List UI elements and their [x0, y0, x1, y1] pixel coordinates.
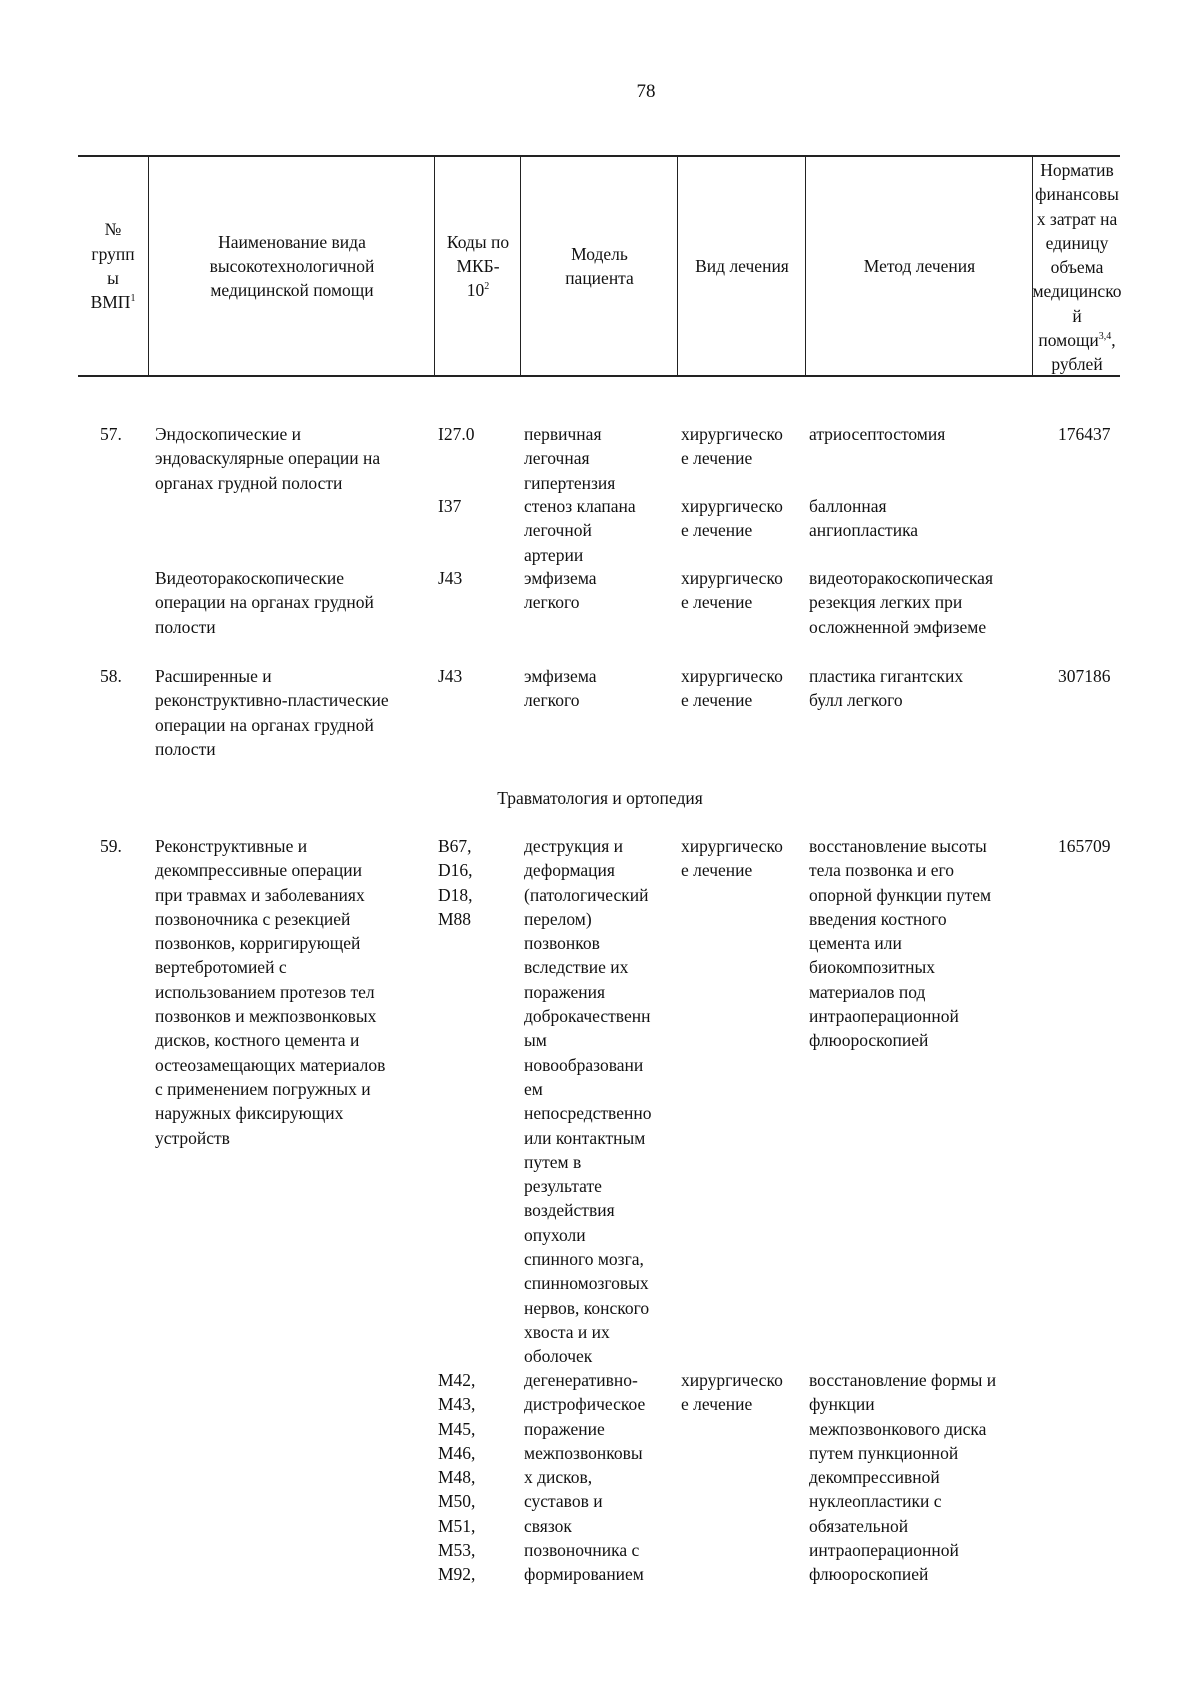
page-number: 78: [636, 81, 656, 102]
row-patient: дегенеративно- дистрофическое поражение межпозвонковы х дисков, суставов и связок позвоночника с формированием: [524, 1370, 646, 1585]
row-number: 57.: [100, 424, 122, 444]
row-treatment-type: хирургическо е лечение: [681, 496, 783, 541]
row-method: атриосептостомия: [809, 424, 946, 444]
row-norm: 176437: [1058, 424, 1111, 444]
row-icd: I27.0: [438, 424, 475, 444]
row-patient: эмфизема легкого: [524, 568, 597, 613]
row-name: Видеоторакоскопические операции на органах грудной полости: [155, 568, 374, 637]
row-patient: первичная легочная гипертензия: [524, 424, 616, 493]
row-icd: J43: [438, 666, 463, 686]
row-treatment-type: хирургическо е лечение: [681, 568, 783, 613]
header-name: Наименование вида высокотехнологичной медицинской помощи: [209, 231, 375, 301]
row-name: Реконструктивные и декомпрессивные операции при травмах и заболеваниях позвоночника с резекцией позвонков, корригирующей вертебротомией с использованием протезов тел позвонков и межпозвонковых дисков, костного цемента и остеозамещающих материалов с применением погружных и наружных фиксирующих устройств: [155, 836, 386, 1148]
row-method: пластика гигантских булл легкого: [809, 666, 964, 711]
row-number: 59.: [100, 836, 122, 856]
row-icd: I37: [438, 496, 462, 516]
row-icd: J43: [438, 568, 463, 588]
header-treatment-type: Вид лечения: [695, 255, 789, 276]
row-icd: M42, M43, M45, M46, M48, M50, M51, M53, M92,: [438, 1370, 476, 1585]
row-name: Расширенные и реконструктивно-пластические операции на органах грудной полости: [155, 666, 389, 759]
section-title: Травматология и ортопедия: [497, 788, 703, 808]
header-method: Метод лечения: [863, 255, 976, 276]
row-method: баллонная ангиопластика: [809, 496, 919, 541]
row-icd: B67, D16, D18, M88: [438, 836, 473, 929]
row-number: 58.: [100, 666, 122, 686]
row-norm: 165709: [1058, 836, 1111, 856]
row-method: восстановление формы и функции межпозвонкового диска путем пункционной декомпрессивной нуклеопластики с обязательной интраоперационной флюороскопией: [809, 1370, 997, 1585]
row-norm: 307186: [1058, 666, 1111, 686]
row-treatment-type: хирургическо е лечение: [681, 836, 783, 881]
row-treatment-type: хирургическо е лечение: [681, 424, 783, 469]
row-patient: эмфизема легкого: [524, 666, 597, 711]
header-financial-norm: Норматив финансовы х затрат на единицу объема медицинско й помощи$^{3,4}$, рублей: [1032, 160, 1122, 375]
row-method: видеоторакоскопическая резекция легких при осложненной эмфиземе: [809, 568, 993, 637]
row-name: Эндоскопические и эндоваскулярные операции на органах грудной полости: [155, 424, 381, 493]
row-treatment-type: хирургическо е лечение: [681, 1370, 783, 1415]
row-patient: деструкция и деформация (патологический перелом) позвонков вследствие их поражения доброкачественн ым новообразовани ем непосредственно или контактным путем в результате воздействия опухоли спинного мозга, спинномозговых нервов, конского хвоста и их оболочек: [524, 836, 652, 1367]
row-method: восстановление высоты тела позвонка и его опорной функции путем введения костного цемента или биокомпозитных материалов под интраоперационной флюороскопией: [809, 836, 992, 1051]
header-patient-model: Модель пациента: [565, 243, 634, 288]
row-patient: стеноз клапана легочной артерии: [524, 496, 636, 565]
header-icd-codes: Коды по МКБ- $10^2$: [446, 231, 510, 301]
row-treatment-type: хирургическо е лечение: [681, 666, 783, 711]
header-group-number: № групп ы ВМП$^1$: [90, 219, 136, 313]
